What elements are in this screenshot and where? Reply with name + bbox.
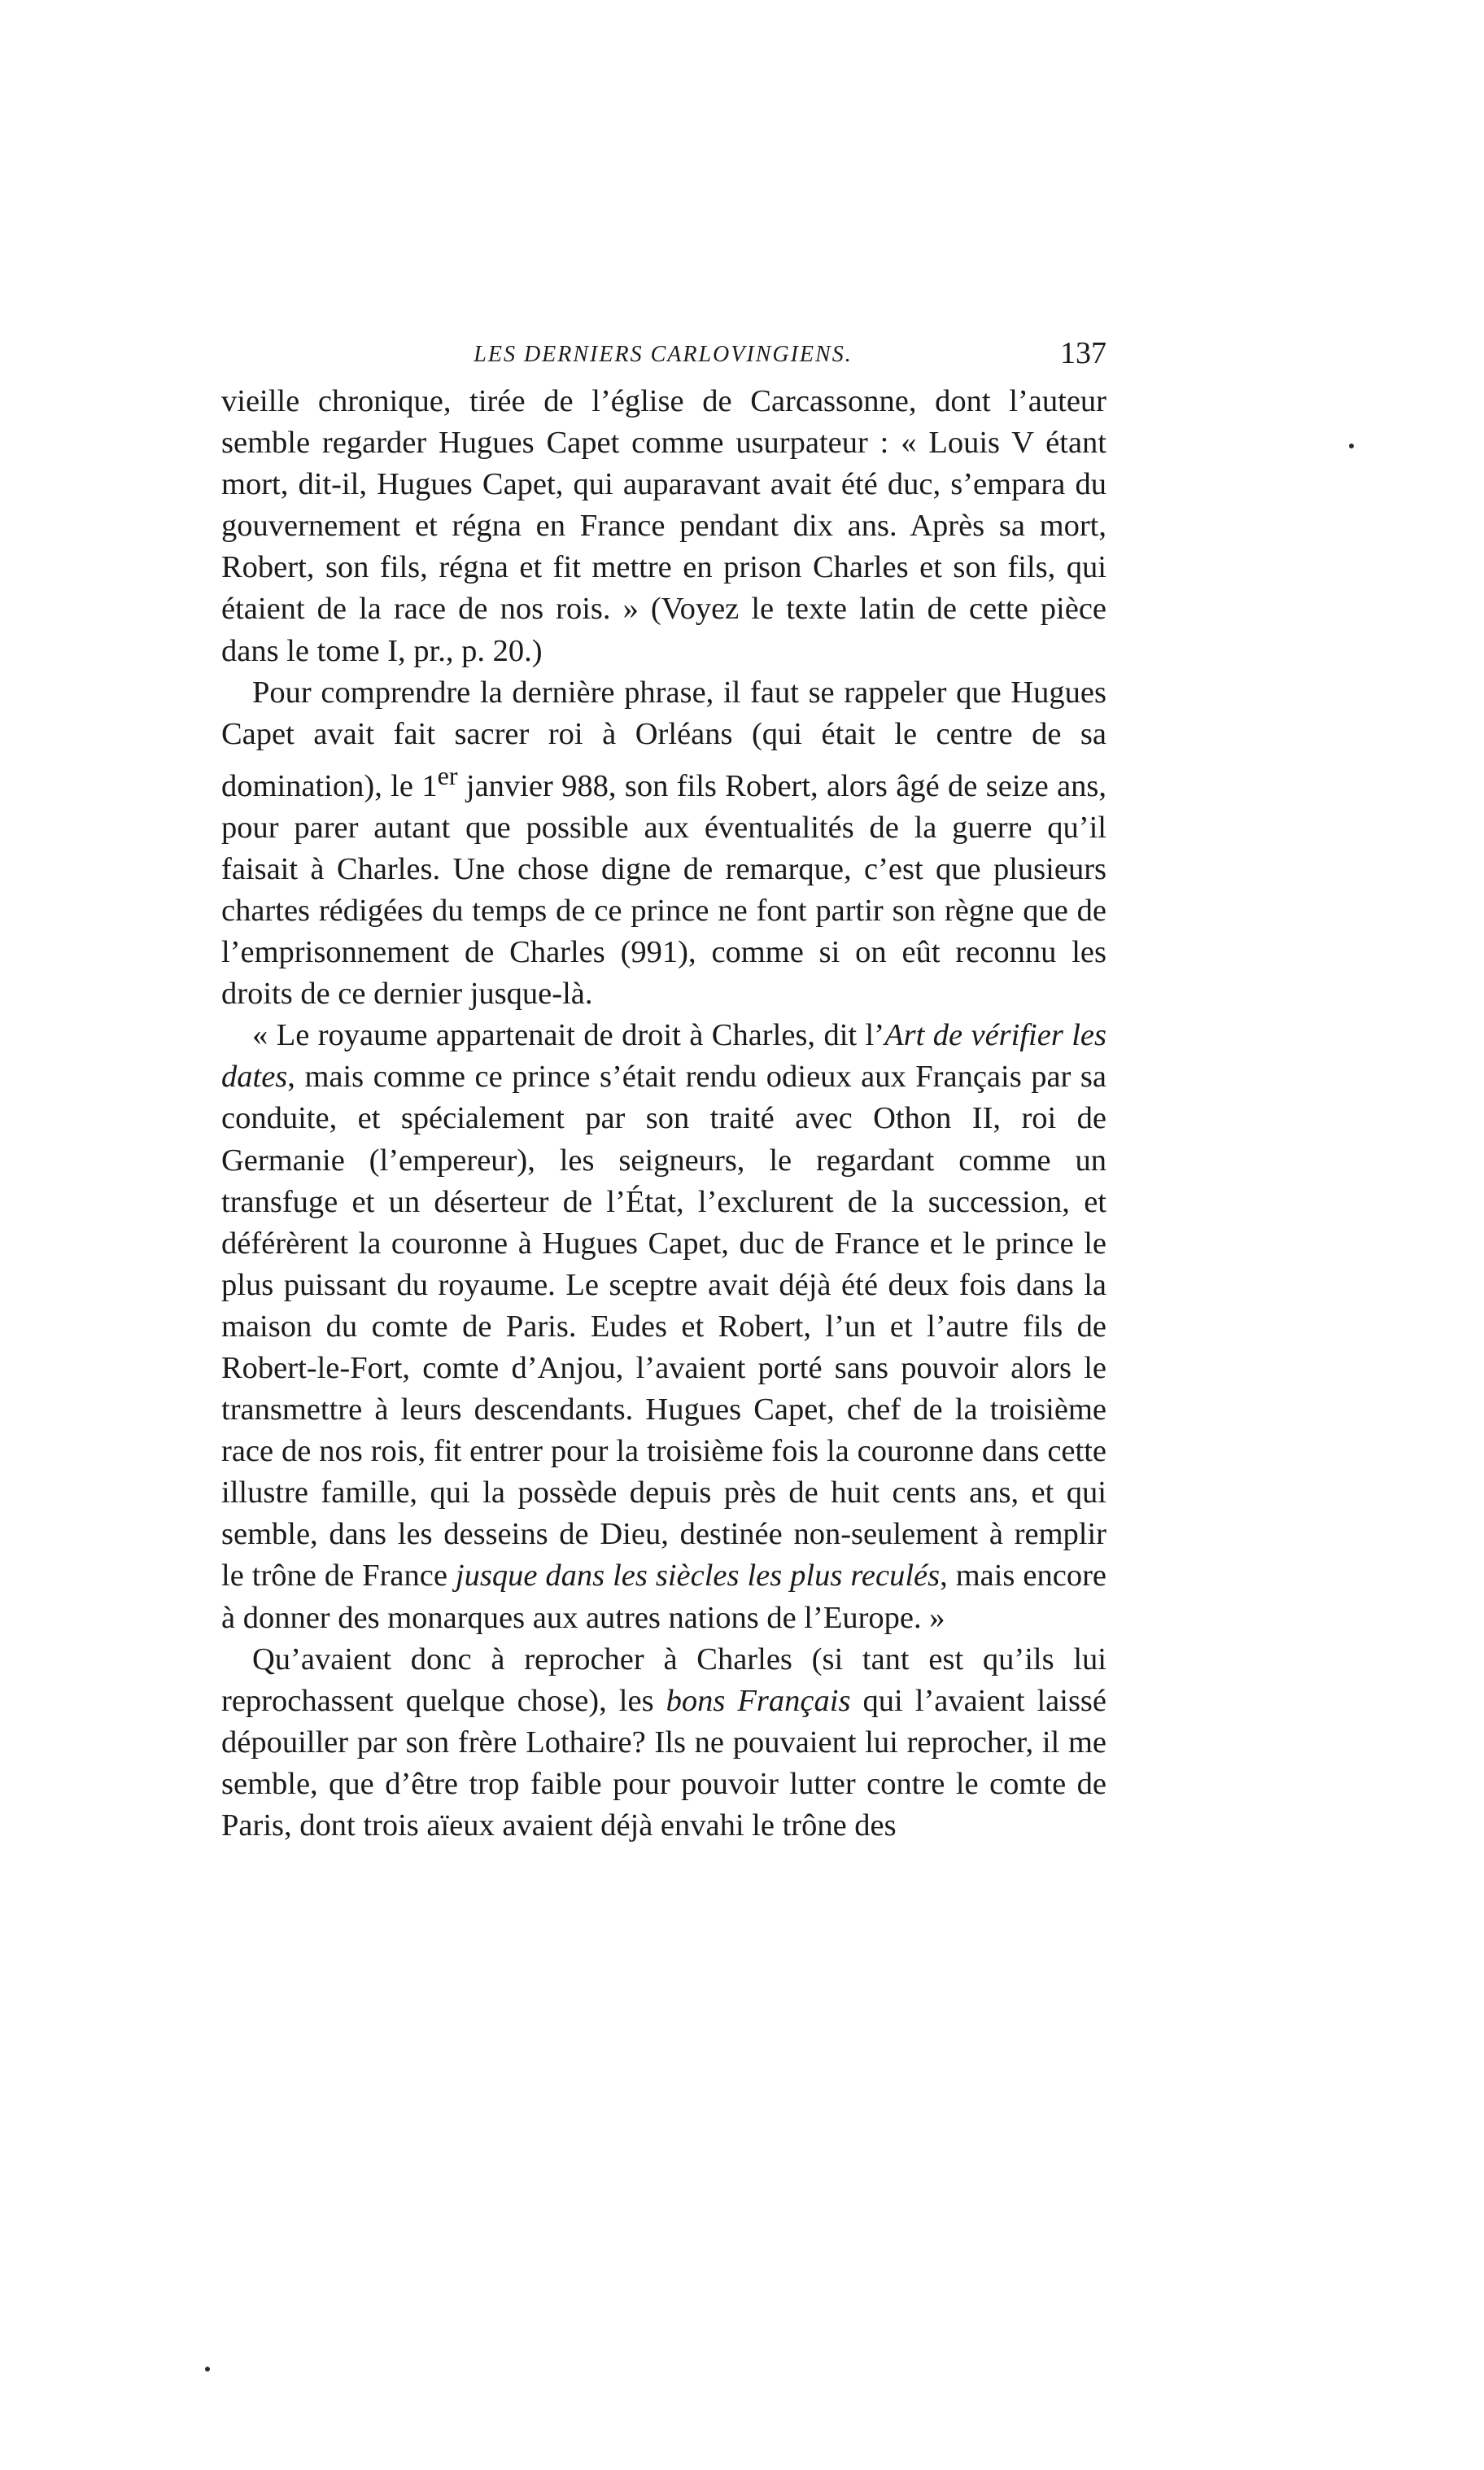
quotation-italic-title: Art de vérifier les dates [221,1018,1107,1095]
paragraph-final [221,1639,1106,1847]
quotation-part-3: , mais encore à donner des monarques aux autres nations de l’Europe. » [221,1559,1106,1635]
running-title: LES DERNIERS CARLOVINGIENS. [474,342,853,367]
running-head [220,335,1106,384]
paragraph-quotation [221,1015,1106,1638]
final-part-1: Qu’avaient donc à reprocher à Charles (si tant est qu’ils lui reprochassent quelque chose), les [221,1642,1106,1718]
quotation-part-2: , mais comme ce prince s’était rendu odieux aux Français par sa conduite, et spécialement par son traité avec Othon II, roi de Germanie (l’empereur), les seigneurs, le regardant comme un transfuge et un déserteur de l’État, l’exclurent de la succession, et déférèrent la couronne à Hugues Capet, duc de France et le prince le plus puissant du royaume. Le sceptre avait déjà été deux fois dans la maison du comte de Paris. Eudes et Robert, l’un et l’autre fils de Robert-le-Fort, comte d’Anjou, l’avaient porté sans pouvoir alors le transmettre à leurs descendants. Hugues Capet, chef de la troisième race de nos rois, fit entrer pour la troisième fois la couronne dans cette illustre famille, qui la possède depuis près de huit cents ans, et qui semble, dans les desseins de Dieu, destinée non-seulement à remplir le trône de France [221,1060,1106,1593]
quotation-part-1: « Le royaume appartenait de droit à Charles, dit l’ [252,1018,885,1053]
final-italic-phrase: bons Français [666,1683,851,1718]
paragraph-continued: vieille chronique, tirée de l’église de Carcassonne, dont l’auteur semble regarder Hugues Capet comme usurpateur : « Louis V étant mort, dit-il, Hugues Capet, qui auparavant avait été duc, s’empara du gouvernement et régna en France pendant dix ans. Après sa mort, Robert, son fils, régna et fit mettre en prison Charles et son fils, qui étaient de la race de nos rois. » (Voyez le texte latin de cette pièce dans le tome I, pr., p. 20.) [221,384,1106,668]
margin-speck-top-right [1349,444,1354,448]
body-text [221,381,1106,1847]
ordinal-superscript: er [437,760,458,790]
final-part-2: qui l’avaient laissé dépouiller par son frère Lothaire? Ils ne pouvaient lui reprocher, il me semble, que d’être trop faible pour pouvoir lutter contre le comte de Paris, dont trois aïeux avaient déjà envahi le trône des [221,1683,1107,1843]
paragraph-second-after: janvier 988, son fils Robert, alors âgé de seize ans, pour parer autant que possible aux éventualités de la guerre qu’il faisait à Charles. Une chose digne de remarque, c’est que plusieurs chartes rédigées du temps de ce prince ne font partir son règne que de l’emprisonnement de Charles (991), comme si on eût reconnu les droits de ce dernier jusque-là. [221,768,1106,1012]
paragraph-second [221,672,1106,1016]
margin-speck-bottom-left [205,2367,210,2372]
page-number: 137 [1060,336,1106,370]
quotation-italic-phrase: jusque dans les siècles les plus reculés [455,1559,941,1593]
paragraph-second-before: Pour comprendre la dernière phrase, il faut se rappeler que Hugues Capet avait fait sacrer roi à Orléans (qui était le centre de sa domination), le 1 [221,675,1106,803]
